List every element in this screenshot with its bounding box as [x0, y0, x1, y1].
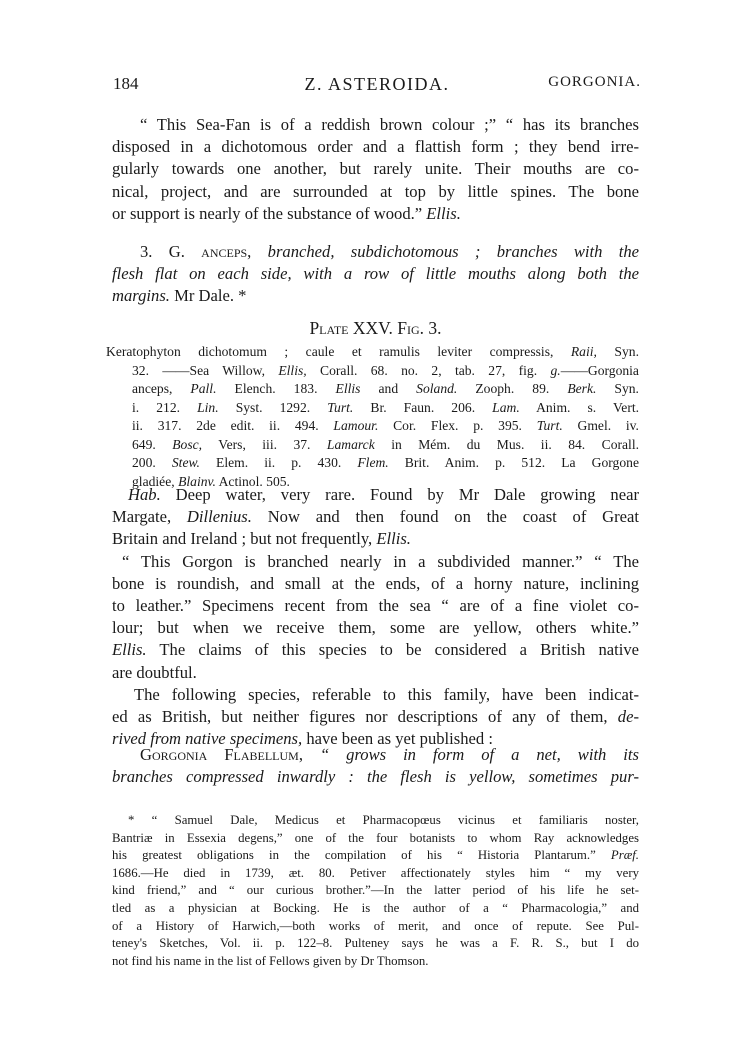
synonymy-block [106, 343, 640, 491]
text-segment: Syn. [614, 381, 639, 396]
text-segment: ——Gorgonia [560, 362, 639, 378]
ref-author: g. [550, 362, 561, 378]
species-description: branches compressed inwardly : the flesh is yellow, sometimes pur- [112, 767, 639, 787]
footnote-line: tled as a physician at Bocking. He is the author of a “ Pharmacologia,” and [112, 900, 639, 915]
text-line: “ This Gorgon is branched nearly in a subdivided manner.” “ The [122, 551, 639, 571]
text-segment: Br. Faun. 206. [370, 399, 476, 415]
ref-author: Ellis [335, 381, 361, 396]
text-line: disposed in a dichotomous order and a flattish form ; they bend irre- [112, 137, 639, 157]
running-header [113, 74, 641, 100]
species-number: 3. G. [140, 242, 185, 261]
text-segment: have been as yet published : [306, 729, 493, 749]
ref-author: Berk. [567, 381, 597, 396]
text-line: “ This Sea-Fan is of a reddish brown colour ;” “ has its branches [140, 115, 639, 134]
text-segment: Zooph. 89. [475, 381, 550, 396]
footnote-line: kind friend,” and “ our curious brother.”—In the latter period of his life he set- [112, 883, 639, 898]
ref-author: Blainv. [178, 473, 216, 489]
text-segment: Cor. Flex. p. 395. [393, 418, 522, 433]
text-line [112, 766, 639, 788]
species-name: anceps, [201, 242, 252, 261]
text-segment: Margate, [112, 507, 172, 527]
text-line [112, 436, 639, 455]
gorgonia-flabellum-entry [112, 744, 639, 788]
text-segment: Syst. 1292. [235, 399, 311, 415]
text-segment: anceps, [132, 381, 173, 396]
text-segment: Deep water, very rare. Found by Mr Dale growing near [175, 485, 639, 504]
running-title: Z. ASTEROIDA. [304, 74, 450, 94]
author-citation: Ellis. [376, 529, 411, 549]
text-segment: de- [617, 707, 639, 727]
text-segment: Keratophyton dichotomum ; caule et ramulis leviter compressis, [106, 344, 554, 359]
text-line [112, 639, 639, 661]
text-line [112, 484, 639, 506]
text-segment: Gmel. iv. [577, 418, 639, 433]
text-line: gularly towards one another, but rarely unite. Their mouths are co- [112, 159, 639, 179]
text-segment: i. 212. [132, 399, 181, 415]
text-segment: in Mém. du Mus. ii. 84. Corall. [391, 436, 640, 452]
ref-author: Bosc, [172, 436, 203, 452]
text-segment: Elench. 183. [234, 381, 318, 396]
text-line: The following species, referable to this family, have been indicat- [134, 684, 639, 704]
ref-author: Raii, [570, 344, 597, 359]
text-line [112, 706, 639, 728]
footnote-line [112, 847, 639, 865]
author-citation: Ellis. [426, 203, 461, 223]
text-segment: Actinol. 505. [218, 473, 290, 489]
text-line: are doubtful. [112, 662, 197, 682]
text-line [112, 380, 639, 399]
ref-author: Soland. [416, 381, 458, 396]
footnote-line: of a History of Harwich,—both works of merit, and once of repute. See Pul- [112, 918, 639, 933]
author-citation: Dillenius. [186, 507, 252, 527]
footnote [112, 812, 639, 970]
footnote-line: 1686.—He died in 1739, æt. 80. Petiver affectionately styles him “ my very [112, 865, 639, 880]
text-line: nical, project, and are surrounded at top by little spines. The bone [112, 181, 639, 201]
ref-author: Ellis, [278, 362, 307, 378]
species-authority: Mr Dale. * [174, 286, 247, 306]
text-segment: his greatest obligations in the compilation of his “ Historia Plantarum.” [112, 848, 596, 863]
text-segment: 200. [132, 455, 156, 470]
ref-author: Lam. [492, 399, 520, 415]
species-description: branched, subdichotomous ; branches with the [267, 242, 639, 261]
text-segment: Now and then found on the coast of Great [267, 507, 640, 527]
plate-reference: Plate XXV. Fig. 3. [309, 318, 442, 338]
footnote-line: not find his name in the list of Fellows given by Dr Thomson. [112, 953, 429, 968]
species-heading [112, 241, 639, 308]
text-line [112, 528, 639, 550]
species-description: margins. [112, 286, 170, 306]
text-segment: and [378, 381, 399, 396]
species-description: “ grows in form of a net, with its [319, 745, 639, 764]
footnote-line: * “ Samuel Dale, Medicus et Pharmacopœus vicinus et familiaris noster, [128, 813, 639, 827]
ref-author: Lin. [197, 399, 219, 415]
text-segment: gladiée, [132, 473, 175, 489]
text-segment: Britain and Ireland ; but not frequently, [112, 529, 373, 549]
text-segment: The claims of this species to be considered a British native [159, 640, 639, 660]
text-line [112, 744, 639, 766]
text-line [112, 417, 639, 436]
body-text [112, 484, 639, 750]
footnote-line: Bantriæ in Essexia degens,” one of the four botanists to whom Ray acknowledges [112, 830, 639, 845]
habitat-label: Hab. [128, 485, 161, 504]
text-segment: 32. ——Sea Willow, [132, 362, 265, 378]
text-segment: Præf. [610, 848, 639, 863]
text-segment: 649. [132, 436, 156, 452]
ref-author: Turt. [536, 418, 563, 433]
text-line: to leather.” Specimens recent from the sea “ are of a fine violet co- [112, 596, 639, 616]
text-segment: Brit. Anim. p. 512. La Gorgone [404, 455, 639, 470]
text-segment: Anim. s. Vert. [536, 399, 640, 415]
text-line [106, 343, 639, 362]
text-segment: Corall. 68. no. 2, tab. 27, fig. [320, 362, 538, 378]
text-line: bone is roundish, and small at the ends, of a horny nature, inclining [112, 573, 639, 593]
footnote-line: teney's Sketches, Vol. ii. p. 122–8. Pulteney says he was a F. R. S., but I do [112, 936, 639, 951]
text-line [112, 506, 639, 528]
species-name: Gorgonia Flabellum, [140, 745, 303, 764]
ref-author: Lamour. [333, 418, 379, 433]
text-line [112, 203, 639, 225]
text-segment: or support is nearly of the substance of wood.” [112, 203, 423, 223]
ref-author: Turt. [327, 399, 354, 415]
text-segment: rived from native specimens, [112, 729, 303, 749]
author-citation: Ellis. [112, 640, 147, 660]
text-segment: Elem. ii. p. 430. [216, 455, 342, 470]
ref-author: Lamarck [326, 436, 375, 452]
page-number: 184 [113, 74, 139, 93]
text-line [112, 285, 639, 307]
species-description: flesh flat on each side, with a row of little mouths along both the [112, 264, 639, 284]
text-segment: ed as British, but neither figures nor descriptions of any of them, [112, 707, 608, 727]
text-line: lour; but when we receive them, some are yellow, others white.” [112, 618, 639, 638]
text-segment: Syn. [614, 344, 639, 359]
text-line [112, 241, 639, 263]
text-segment: Vers, iii. 37. [218, 436, 311, 452]
ref-author: Flem. [357, 455, 389, 470]
ref-author: Stew. [171, 455, 200, 470]
ellis-quote [112, 114, 639, 225]
text-line [112, 399, 639, 418]
text-line [112, 362, 639, 381]
text-segment: ii. 317. 2de edit. ii. 494. [132, 418, 319, 433]
text-line [112, 263, 639, 285]
ref-author: Pall. [190, 381, 217, 396]
text-line [112, 454, 639, 473]
section-title: GORGONIA. [548, 74, 641, 90]
